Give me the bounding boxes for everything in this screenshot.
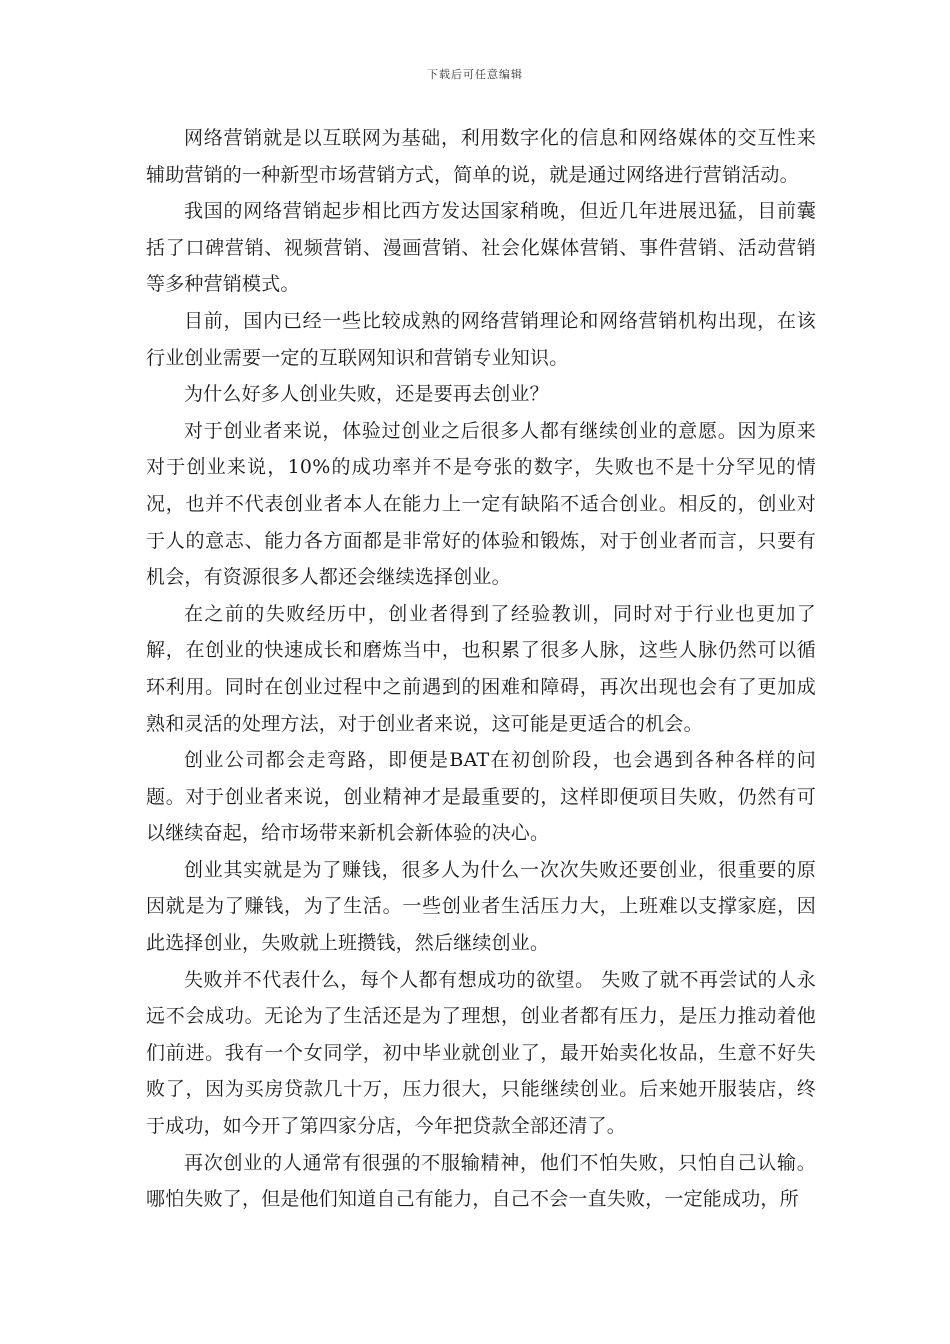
paragraph: 目前，国内已经一些比较成熟的网络营销理论和网络营销机构出现，在该行业创业需要一定的互联网知识和营销专业知识。 — [146, 309, 816, 369]
paragraph: 失败并不代表什么，每个人都有想成功的欲望。 失败了就不再尝试的人永远不会成功。无论为了生活还是为了理想，创业者都有压力，是压力推动着他们前进。我有一个女同学，初中毕业就创业了，最开始卖化妆品，生意不好失败了，因为买房贷款几十万，压力很大，只能继续创业。后来她开服装店，终于成功，如今开了第四家分店，今年把贷款全部还清了。 — [146, 968, 816, 1138]
paragraph-heading-question: 为什么好多人创业失败，还是要再去创业？ — [184, 383, 549, 406]
paragraph: 我国的网络营销起步相比西方发达国家稍晚，但近几年进展迅猛，目前囊括了口碑营销、视频营销、漫画营销、社会化媒体营销、事件营销、活动营销等多种营销模式。 — [146, 200, 816, 296]
paragraph: 网络营销就是以互联网为基础，利用数字化的信息和网络媒体的交互性来辅助营销的一种新型市场营销方式，简单的说，就是通过网络进行营销活动。 — [146, 127, 816, 186]
paragraph: 创业其实就是为了赚钱，很多人为什么一次次失败还要创业，很重要的原因就是为了赚钱，为了生活。一些创业者生活压力大，上班难以支撑家庭，因此选择创业，失败就上班攒钱，然后继续创业。 — [146, 858, 816, 955]
paragraph: 在之前的失败经历中，创业者得到了经验教训，同时对于行业也更加了解，在创业的快速成长和磨炼当中，也积累了很多人脉，这些人脉仍然可以循环利用。同时在创业过程中之前遇到的困难和障碍，再次出现也会有了更加成熟和灵活的处理方法，对于创业者来说，这可能是更适合的机会。 — [146, 602, 816, 735]
paragraph: 对于创业者来说，体验过创业之后很多人都有继续创业的意愿。因为原来对于创业来说，10%的成功率并不是夸张的数字，失败也不是十分罕见的情况，也并不代表创业者本人在能力上一定有缺陷不适合创业。相反的，创业对于人的意志、能力各方面都是非常好的体验和锻炼，对于创业者而言，只要有机会，有资源很多人都还会继续选择创业。 — [146, 419, 816, 589]
paragraph: 创业公司都会走弯路，即便是BAT在初创阶段，也会遇到各种各样的问题。对于创业者来说，创业精神才是最重要的，这样即便项目失败，仍然有可以继续奋起，给市场带来新机会新体验的决心。 — [146, 749, 816, 845]
paragraph: 再次创业的人通常有很强的不服输精神，他们不怕失败，只怕自己认输。哪怕失败了，但是他们知道自己有能力，自己不会一直失败，一定能成功，所 — [146, 1151, 816, 1211]
document-body — [146, 120, 816, 1218]
page-header: 下载后可任意编辑 — [427, 68, 523, 81]
